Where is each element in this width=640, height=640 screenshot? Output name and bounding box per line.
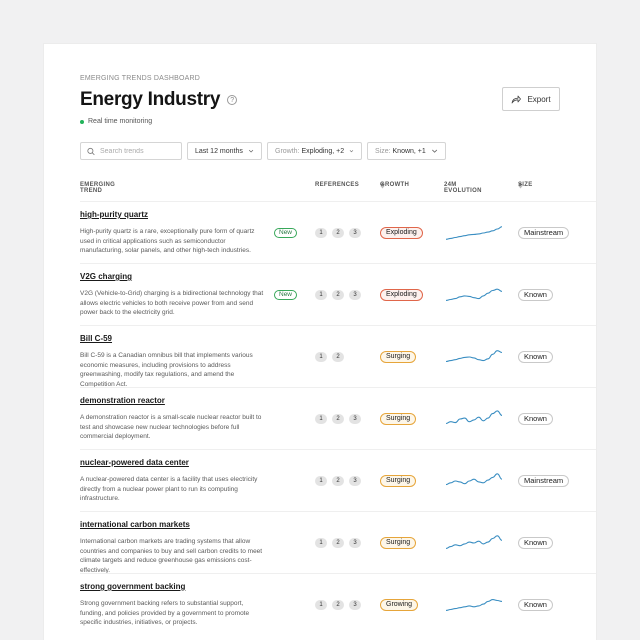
trend-title-link[interactable]: high-purity quartz bbox=[80, 210, 148, 219]
evolution-sparkline bbox=[444, 222, 504, 244]
size-badge: Mainstream bbox=[518, 227, 569, 239]
table-row[interactable] bbox=[80, 325, 596, 387]
references-group bbox=[315, 290, 361, 300]
export-label: Export bbox=[527, 94, 551, 104]
growth-badge: Surging bbox=[380, 413, 416, 425]
references-group bbox=[315, 538, 361, 548]
chevron-down-icon bbox=[349, 147, 354, 155]
reference-chip[interactable]: 3 bbox=[349, 290, 361, 300]
export-button[interactable] bbox=[502, 87, 560, 111]
sparkline-path bbox=[446, 227, 502, 240]
reference-chip[interactable]: 3 bbox=[349, 228, 361, 238]
growth-filter-label: Growth: bbox=[275, 147, 300, 155]
trend-title-link[interactable]: international carbon markets bbox=[80, 520, 190, 529]
size-badge: Known bbox=[518, 351, 553, 363]
sparkline-path bbox=[446, 536, 502, 549]
trend-description: A nuclear-powered data center is a facility that uses electricity directly from a nuclear power plant to run its computing infrastructure. bbox=[80, 476, 258, 502]
trend-description: International carbon markets are trading systems that allow countries and companies to buy and sell carbon credits to meet climate targets and reduce greenhouse gas emissions cost-effectively. bbox=[80, 538, 263, 574]
title-row bbox=[80, 89, 237, 111]
search-box[interactable] bbox=[80, 142, 182, 160]
reference-chip[interactable]: 1 bbox=[315, 228, 327, 238]
col-size-label: SIZE bbox=[518, 182, 533, 188]
size-badge: Known bbox=[518, 537, 553, 549]
trend-description: A demonstration reactor is a small-scale nuclear reactor built to test and showcase new nuclear technologies before full commercial deployment. bbox=[80, 414, 262, 440]
evolution-sparkline bbox=[444, 346, 504, 368]
growth-badge: Surging bbox=[380, 351, 416, 363]
trend-description: V2G (Vehicle-to-Grid) charging is a bidirectional technology that allows electric vehicles to both receive power from and send power back to the electricity grid. bbox=[80, 290, 264, 316]
evolution-sparkline bbox=[444, 532, 504, 554]
dashboard-eyebrow: EMERGING TRENDS DASHBOARD bbox=[80, 75, 200, 82]
size-badge: Known bbox=[518, 599, 553, 611]
table-row[interactable] bbox=[80, 511, 596, 573]
table-row[interactable] bbox=[80, 201, 596, 263]
chevron-down-icon bbox=[431, 147, 438, 155]
chevron-down-icon bbox=[248, 147, 254, 155]
references-group bbox=[315, 352, 344, 362]
reference-chip[interactable]: 3 bbox=[349, 414, 361, 424]
growth-badge: Exploding bbox=[380, 227, 423, 239]
sparkline-path bbox=[446, 600, 502, 611]
growth-filter-text bbox=[275, 148, 344, 155]
sparkline-path bbox=[446, 474, 502, 485]
period-value: Last 12 months bbox=[195, 147, 243, 155]
growth-badge: Surging bbox=[380, 537, 416, 549]
trend-title-link[interactable]: nuclear-powered data center bbox=[80, 458, 189, 467]
size-filter[interactable] bbox=[367, 142, 446, 160]
size-badge: Known bbox=[518, 289, 553, 301]
reference-chip[interactable]: 1 bbox=[315, 352, 327, 362]
trend-title-link[interactable]: strong government backing bbox=[80, 582, 186, 591]
sparkline-path bbox=[446, 351, 502, 362]
search-input[interactable] bbox=[100, 148, 174, 155]
reference-chip[interactable]: 1 bbox=[315, 414, 327, 424]
col-evolution-label: 24M EVOLUTION bbox=[444, 182, 482, 194]
reference-chip[interactable]: 1 bbox=[315, 538, 327, 548]
trend-description: Strong government backing refers to substantial support, funding, and policies provided by a government to promote specific industries, initiatives, or projects. bbox=[80, 600, 250, 626]
references-group bbox=[315, 414, 361, 424]
reference-chip[interactable]: 2 bbox=[332, 228, 344, 238]
col-header-growth[interactable] bbox=[380, 182, 410, 189]
status-dot-icon bbox=[80, 120, 84, 124]
size-filter-label: Size: bbox=[375, 147, 391, 155]
trend-title-link[interactable]: V2G charging bbox=[80, 272, 133, 281]
size-filter-value: Known, +1 bbox=[392, 147, 426, 155]
evolution-sparkline bbox=[444, 284, 504, 306]
table-row[interactable] bbox=[80, 449, 596, 511]
help-icon[interactable]: ? bbox=[227, 95, 237, 105]
table-row[interactable] bbox=[80, 263, 596, 325]
growth-badge: Surging bbox=[380, 475, 416, 487]
trend-title-link[interactable]: demonstration reactor bbox=[80, 396, 165, 405]
filter-bar bbox=[80, 142, 446, 160]
col-trend-label: EMERGING TREND bbox=[80, 182, 116, 194]
growth-filter[interactable] bbox=[267, 142, 362, 160]
col-references-label: REFERENCES bbox=[315, 182, 360, 188]
reference-chip[interactable]: 1 bbox=[315, 290, 327, 300]
evolution-sparkline bbox=[444, 408, 504, 430]
trend-title-link[interactable]: Bill C-59 bbox=[80, 334, 113, 343]
evolution-sparkline bbox=[444, 470, 504, 492]
growth-badge: Exploding bbox=[380, 289, 423, 301]
reference-chip[interactable]: 2 bbox=[332, 414, 344, 424]
size-badge: Known bbox=[518, 413, 553, 425]
evolution-sparkline bbox=[444, 594, 504, 616]
sparkline-path bbox=[446, 289, 502, 300]
reference-chip[interactable]: 2 bbox=[332, 538, 344, 548]
new-badge: New bbox=[274, 228, 297, 238]
page-title: Energy Industry bbox=[80, 89, 221, 110]
reference-chip[interactable]: 1 bbox=[315, 600, 327, 610]
sparkline-path bbox=[446, 411, 502, 424]
trend-description: Bill C-59 is a Canadian omnibus bill that implements various economic measures, including provisions to address greenwashing, modify tax regulations, and amend the Competition Act. bbox=[80, 352, 253, 388]
table-row[interactable] bbox=[80, 387, 596, 449]
reference-chip[interactable]: 3 bbox=[349, 476, 361, 486]
period-select[interactable] bbox=[187, 142, 262, 160]
new-badge: New bbox=[274, 290, 297, 300]
status-text: Real time monitoring bbox=[88, 118, 153, 125]
reference-chip[interactable]: 2 bbox=[332, 476, 344, 486]
dashboard-card bbox=[44, 44, 596, 640]
growth-badge: Growing bbox=[380, 599, 418, 611]
reference-chip[interactable]: 2 bbox=[332, 290, 344, 300]
status-indicator bbox=[80, 118, 152, 125]
references-group bbox=[315, 600, 361, 610]
search-icon bbox=[87, 147, 95, 156]
size-filter-text bbox=[375, 148, 426, 155]
reference-chip[interactable]: 3 bbox=[349, 538, 361, 548]
share-arrow-icon bbox=[511, 95, 521, 104]
size-badge: Mainstream bbox=[518, 475, 569, 487]
trend-description: High-purity quartz is a rare, exceptionally pure form of quartz used in critical applications such as semiconductor manufacturing, solar panels, and other high-tech industries. bbox=[80, 228, 255, 254]
references-group bbox=[315, 228, 361, 238]
references-group bbox=[315, 476, 361, 486]
col-growth-label: GROWTH bbox=[380, 182, 410, 188]
reference-chip[interactable]: 3 bbox=[349, 600, 361, 610]
reference-chip[interactable]: 1 bbox=[315, 476, 327, 486]
col-header-size[interactable] bbox=[518, 182, 533, 189]
growth-filter-value: Exploding, +2 bbox=[301, 147, 345, 155]
reference-chip[interactable]: 2 bbox=[332, 600, 344, 610]
table-header bbox=[80, 182, 596, 192]
table-row[interactable] bbox=[80, 573, 596, 635]
reference-chip[interactable]: 2 bbox=[332, 352, 344, 362]
